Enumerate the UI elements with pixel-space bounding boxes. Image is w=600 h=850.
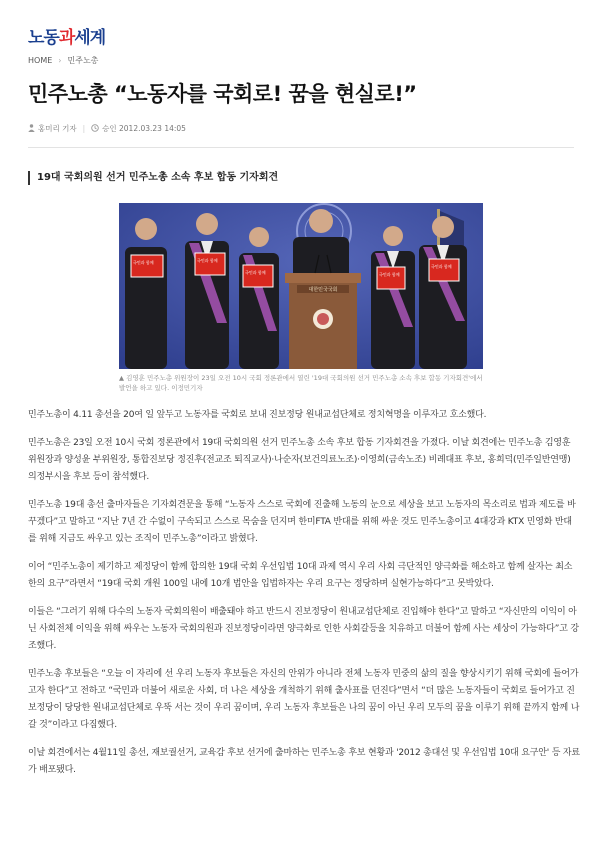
header-divider xyxy=(28,147,574,148)
article-date: 승인 2012.03.23 14:05 xyxy=(102,124,186,133)
breadcrumb xyxy=(28,55,98,66)
article-title: 민주노총 “노동자를 국회로! 꿈을 현실로!” xyxy=(28,82,417,106)
logo-part-1: 노동 xyxy=(28,28,59,48)
breadcrumb-separator: › xyxy=(58,56,62,65)
article-paragraph: 이들은 “그러기 위해 다수의 노동자 국회의원이 배출돼야 하고 반드시 진보정당이 원내교섭단체로 진입해야 한다”고 말하고 “자신만의 이익이 아닌 사회전체 이익을 위해 싸우는 노동자 국회의원과 진보정당이라면 양극화로 인한 사회갈등을 치유하고 더불어 함께 사는 세상이 가능하다”고 강조했다. xyxy=(28,607,579,651)
article-paragraph: 민주노총 19대 총선 출마자들은 기자회견문을 통해 “노동자 스스로 국회에 진출해 노동의 눈으로 세상을 보고 노동자의 목소리로 법과 제도를 바꾸겠다”고 말하고 “지난 7년 간 수없이 구속되고 스스로 목숨을 던지며 한미FTA 반대를 위해 싸운 것도 민주노총이고 4대강과 KTX 민영화 반대를 위해 지금도 싸우고 있는 조직이 민주노총”이라고 밝혔다. xyxy=(28,500,576,544)
sign-text: 국민과 함께 xyxy=(133,260,154,265)
article-photo[interactable] xyxy=(119,203,483,369)
logo-part-2: 과 xyxy=(58,28,75,48)
article-paragraph: 이날 회견에서는 4월11일 총선, 재보궐선거, 교육감 후보 선거에 출마하는 민주노총 후보 현황과 '2012 총대선 및 우선입법 10대 요구안' 등 자료가 배포됐다. xyxy=(28,748,580,775)
clock-icon xyxy=(91,124,99,134)
article-paragraph: 민주노총이 4.11 총선을 20여 일 앞두고 노동자를 국회로 보내 진보정당 원내교섭단체로 정치혁명을 이루자고 호소했다. xyxy=(28,410,487,420)
sign-text: 국민과 함께 xyxy=(379,272,400,277)
article-paragraph: 민주노총은 23일 오전 10시 국회 정론관에서 19대 국회의원 선거 민주노총 소속 후보 합동 기자회견을 가졌다. 이날 회견에는 민주노총 김영훈 위원장과 양성윤 부위원장, 통합진보당 정진후(전교조 퇴직교사)·나순자(보건의료노조)·이영희(금속노조) 비례대표 후보, 홍희덕(민주일반연맹) 의정부시을 후보 등이 참석했다. xyxy=(28,438,571,482)
sign-text: 국민과 함께 xyxy=(197,258,218,263)
article-author[interactable]: 홍미리 기자 xyxy=(38,124,77,133)
article-meta xyxy=(28,123,186,134)
sign-text: 국민과 함께 xyxy=(245,270,266,275)
article-body xyxy=(28,407,580,790)
breadcrumb-home-link[interactable]: HOME xyxy=(28,56,53,65)
logo-part-3: 세계 xyxy=(74,28,106,48)
article-paragraph: 이어 “민주노총이 제기하고 제정당이 함께 합의한 19대 국회 우선입법 10대 과제 역시 우리 사회 극단적인 양극화를 해소하고 함께 살자는 최소한의 요구”라면서 “19대 국회 개원 100일 내에 10개 법안을 입법하자는 우리 요구는 정당하며 실현가능하다”고 못박았다. xyxy=(28,562,573,589)
meta-divider: | xyxy=(82,124,86,133)
person-icon xyxy=(28,124,35,134)
breadcrumb-section-link[interactable]: 민주노총 xyxy=(67,56,99,65)
photo-caption: ▲ 김영훈 민주노총 위원장이 23일 오전 10시 국회 정론관에서 열린 '19대 국회의원 선거 민주노총 소속 후보 합동 기자회견'에서 발언을 하고 있다. 이정민기자 xyxy=(119,374,483,392)
site-logo[interactable] xyxy=(28,28,105,48)
article-paragraph: 민주노총 후보들은 “오늘 이 자리에 선 우리 노동자 후보들은 자신의 안위가 아니라 전체 노동자 민중의 삶의 질을 향상시키기 위해 국회에 들어가고자 한다”고 전하고 “국민과 더불어 새로운 사회, 더 나은 세상을 개척하기 위해 출사표를 던진다”면서 “더 많은 노동자들이 국회로 들어가고 진보정당이 당당한 원내교섭단체로 우뚝 서는 것이 우리 꿈이며, 우리 노동자 후보들은 나의 꿈이 아닌 우리 모두의 꿈을 이루기 위해 끝까지 함께 나갈 것”이라고 다짐했다. xyxy=(28,669,580,730)
article-subtitle: 19대 국회의원 선거 민주노총 소속 후보 합동 기자회견 xyxy=(28,171,278,185)
podium-label: 대한민국국회 xyxy=(308,287,338,293)
sign-text: 국민과 함께 xyxy=(431,264,452,269)
